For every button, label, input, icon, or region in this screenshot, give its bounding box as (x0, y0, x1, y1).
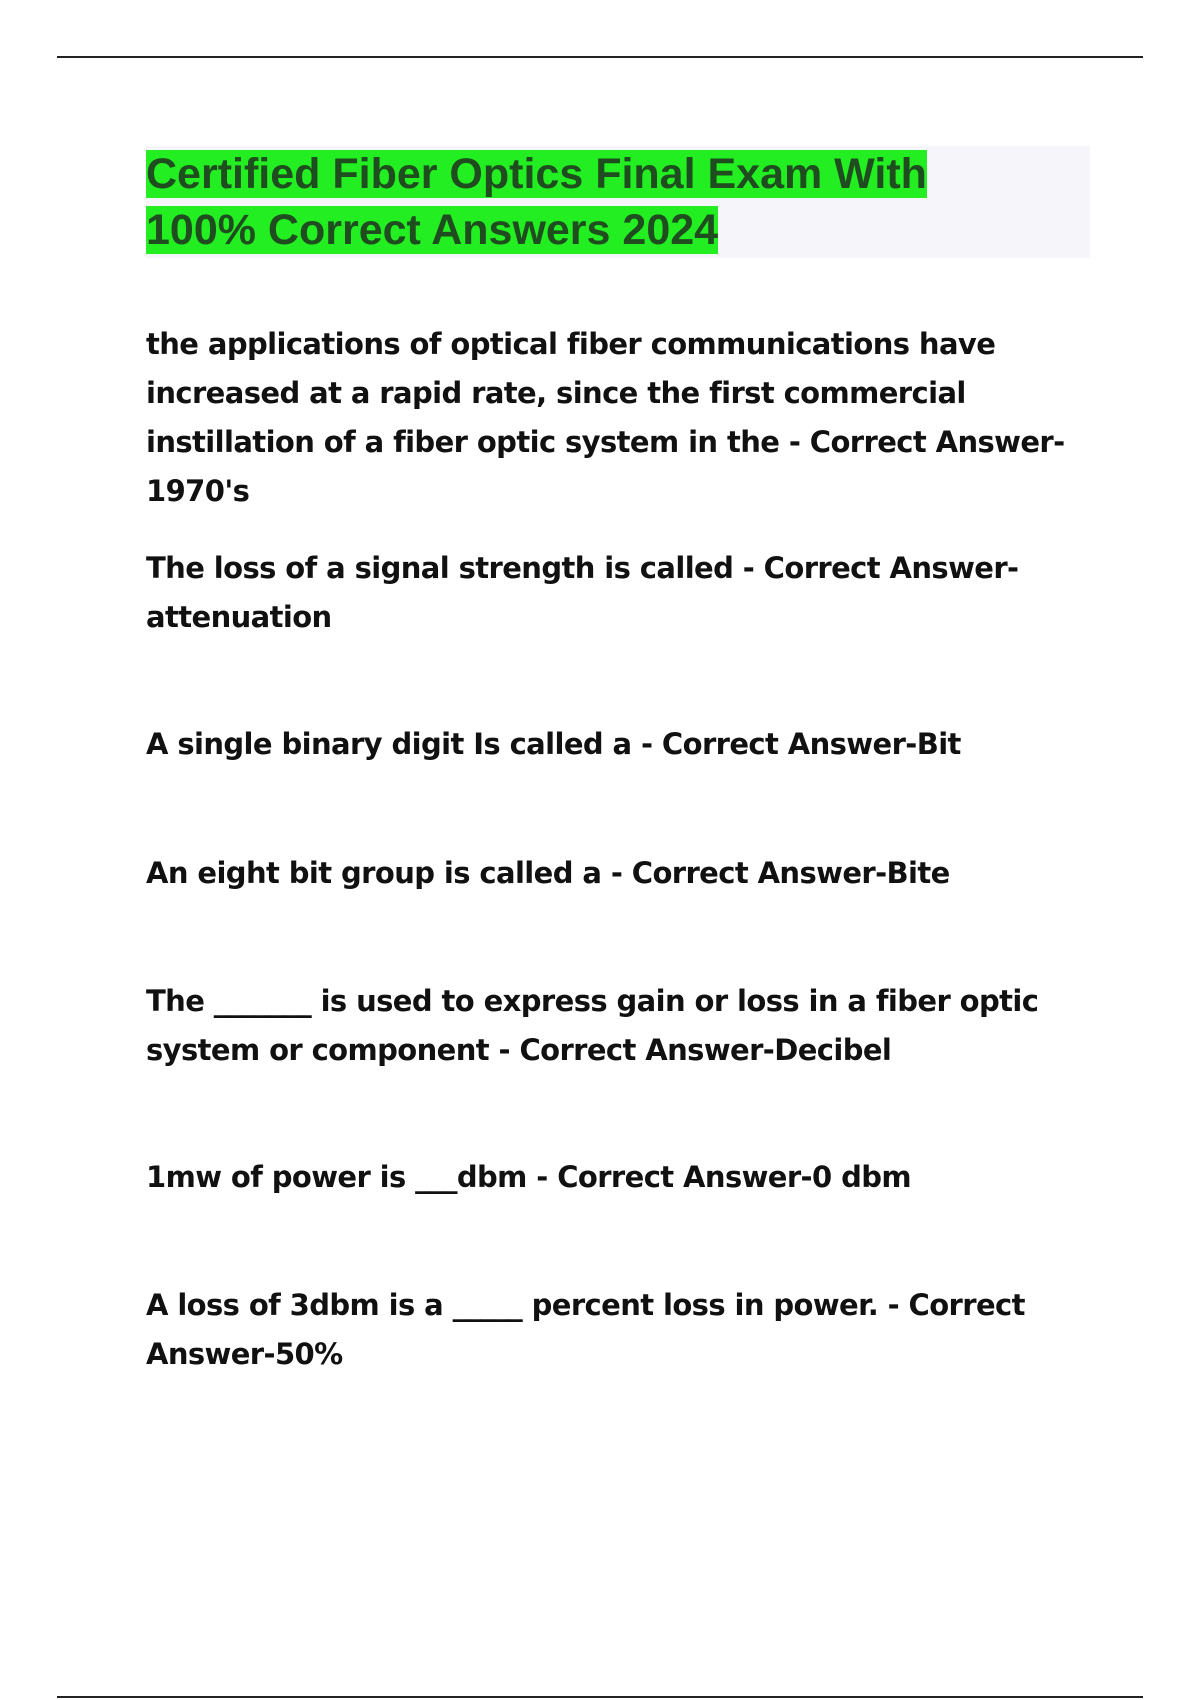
qa-item: A single binary digit Is called a - Correct Answer-Bit (146, 727, 961, 761)
document-title-line-2: 100% Correct Answers 2024 (146, 206, 719, 254)
qa-item: the applications of optical fiber communications have increased at a rapid rate, since the first commercial instillation of a fiber optic system in the - Correct Answer-1970's (146, 327, 1065, 508)
qa-item: The loss of a signal strength is called - Correct Answer-attenuation (146, 551, 1019, 634)
footer-rule (57, 1696, 1143, 1698)
qa-item: The _______ is used to express gain or loss in a fiber optic system or component - Correct Answer-Decibel (146, 984, 1039, 1067)
header-rule (57, 56, 1143, 58)
document-title (146, 146, 1090, 258)
title-block (146, 146, 1090, 258)
qa-item: 1mw of power is ___dbm - Correct Answer-0 dbm (146, 1160, 912, 1194)
document-title-line-1: Certified Fiber Optics Final Exam With (146, 150, 927, 198)
qa-item: An eight bit group is called a - Correct Answer-Bite (146, 856, 950, 890)
qa-item: A loss of 3dbm is a _____ percent loss in power. - Correct Answer-50% (146, 1288, 1025, 1371)
